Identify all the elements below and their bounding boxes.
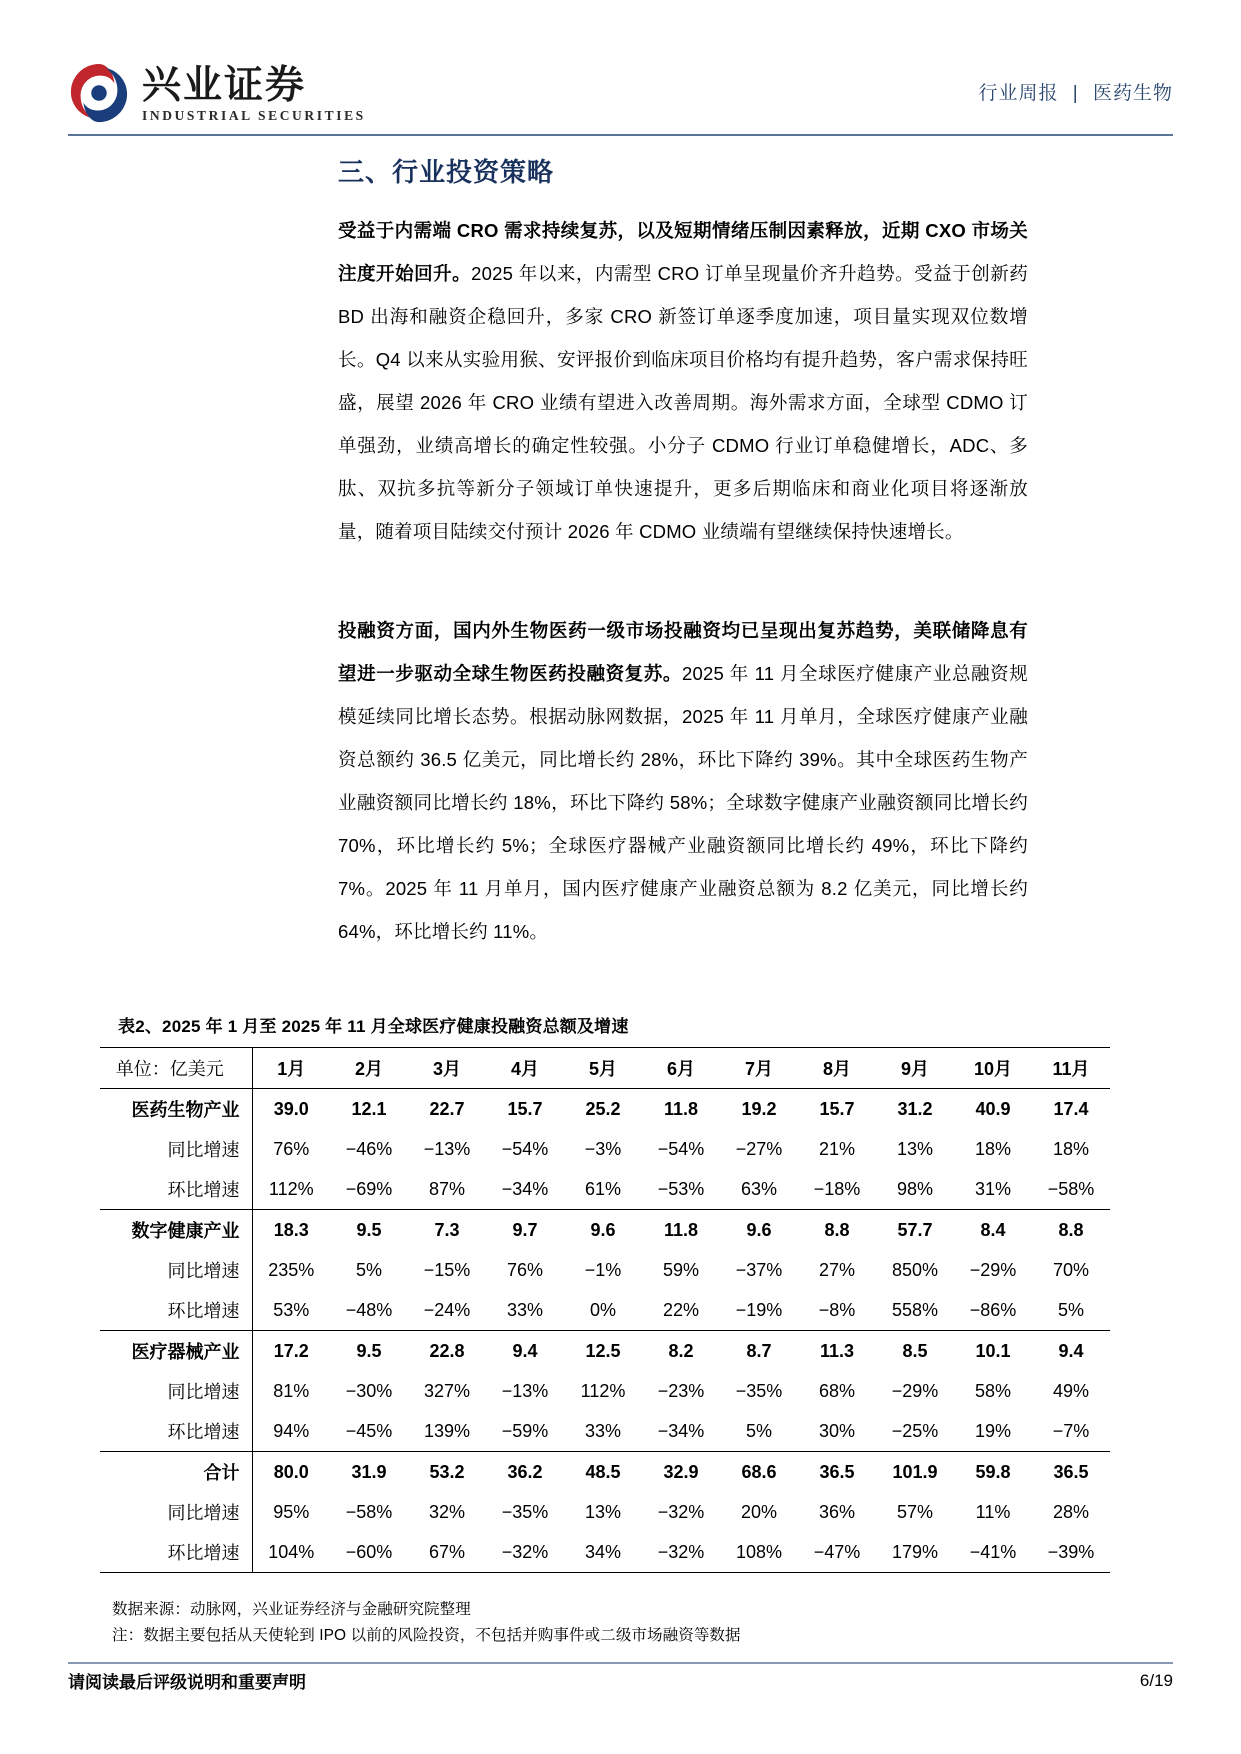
- cell-value: −19%: [735, 1299, 783, 1320]
- cell-value: 8.8: [798, 1210, 876, 1251]
- section-title: 三、行业投资策略: [338, 158, 555, 188]
- cell-value: 59%: [662, 1259, 700, 1280]
- cell-value: 9.6: [564, 1210, 642, 1251]
- row-label: 医疗器械产业: [100, 1331, 252, 1372]
- cell-value: −1%: [584, 1259, 622, 1280]
- col-header-month: 1月: [252, 1048, 330, 1089]
- row-label-yoy: 同比增速: [100, 1371, 252, 1411]
- cell-value: 179%: [876, 1532, 954, 1573]
- cell-value: 70%: [1052, 1259, 1090, 1280]
- data-source-note: 数据来源：动脉网，兴业证券经济与金融研究院整理: [112, 1601, 471, 1618]
- cell-value: −30%: [345, 1380, 393, 1401]
- col-header-month: 11月: [1032, 1048, 1110, 1089]
- paragraph-financing: [338, 609, 1028, 953]
- cell-value: −86%: [969, 1299, 1017, 1320]
- cell-value: 12.5: [564, 1331, 642, 1372]
- table-row: [100, 1411, 1110, 1452]
- cell-value: 81%: [273, 1380, 310, 1401]
- cell-value: 11%: [975, 1501, 1011, 1522]
- cell-value: −48%: [345, 1299, 393, 1320]
- cell-value: −35%: [735, 1380, 783, 1401]
- cell-value: 76%: [273, 1138, 310, 1159]
- report-type: 行业周报: [978, 82, 1059, 104]
- page-header: [68, 52, 1173, 134]
- table-row: [100, 1290, 1110, 1331]
- table-row: [100, 1492, 1110, 1532]
- logo-swirl-icon: [68, 62, 130, 124]
- table-group-pharma: [100, 1089, 1110, 1210]
- cell-value: 22.7: [408, 1089, 486, 1130]
- financing-table: [100, 1047, 1110, 1573]
- table-group-digital-health: [100, 1210, 1110, 1331]
- cell-value: 32.9: [642, 1452, 720, 1493]
- cell-value: −60%: [330, 1532, 408, 1573]
- cell-value: 40.9: [954, 1089, 1032, 1130]
- cell-value: 53%: [273, 1299, 310, 1320]
- cell-value: −3%: [584, 1138, 622, 1159]
- cell-value: 850%: [891, 1259, 939, 1280]
- cell-value: 33%: [584, 1420, 622, 1441]
- cell-value: 19%: [974, 1420, 1012, 1441]
- industry-name: 医药生物: [1092, 82, 1173, 104]
- row-label-mom: 环比增速: [100, 1169, 252, 1210]
- cell-value: 30%: [818, 1420, 856, 1441]
- col-header-month: 7月: [720, 1048, 798, 1089]
- cell-value: 94%: [273, 1420, 310, 1441]
- cell-value: −23%: [657, 1380, 705, 1401]
- cell-value: −53%: [657, 1178, 705, 1199]
- cell-value: 57.7: [876, 1210, 954, 1251]
- cell-value: 33%: [506, 1299, 544, 1320]
- row-label: 数字健康产业: [100, 1210, 252, 1251]
- methodology-note: 注：数据主要包括从天使轮到 IPO 以前的风险投资，不包括并购事件或二级市场融资等数据: [112, 1627, 741, 1644]
- cell-value: 558%: [891, 1299, 939, 1320]
- financing-table-block: [100, 1012, 1110, 1573]
- row-label-mom: 环比增速: [100, 1532, 252, 1573]
- col-header-month: 4月: [486, 1048, 564, 1089]
- cell-value: −8%: [818, 1299, 856, 1320]
- cell-value: −34%: [657, 1420, 705, 1441]
- cell-value: −41%: [954, 1532, 1032, 1573]
- cell-value: 18.3: [252, 1210, 330, 1251]
- row-label: 医药生物产业: [100, 1089, 252, 1130]
- cell-value: 8.7: [720, 1331, 798, 1372]
- col-header-month: 9月: [876, 1048, 954, 1089]
- cell-value: 61%: [584, 1178, 622, 1199]
- cell-value: 80.0: [252, 1452, 330, 1493]
- row-label-mom: 环比增速: [100, 1411, 252, 1452]
- table-row: [100, 1331, 1110, 1372]
- cell-value: 139%: [423, 1420, 471, 1441]
- paragraph2-body: 2025 年 11 月全球医疗健康产业总融资规模延续同比增长态势。根据动脉网数据，2025 年 11 月单月，全球医疗健康产业融资总额约 36.5 亿美元，同比增长约 28%，环比下降约 39%。其中全球医药生物产业融资额同比增长约 18%，环比下降约 58%；全球数字健康产业融资额同比增长约 70%，环比增长约 5%；全球医疗器械产业融资额同比增长约 49%，环比下降约 7%。2025 年 11 月单月，国内医疗健康产业融资总额为 8.2 亿美元，同比增长约 64%，环比增长约 11%。: [338, 663, 1028, 942]
- table-notes: [112, 1597, 1122, 1649]
- footer-disclaimer: 请阅读最后评级说明和重要声明: [68, 1673, 306, 1692]
- cell-value: 31.9: [330, 1452, 408, 1493]
- row-label-yoy: 同比增速: [100, 1492, 252, 1532]
- cell-value: 63%: [740, 1178, 778, 1199]
- paragraph2-lead: 投融资方面，国内外生物医药一级市场投融资均已呈现出复苏趋势，美联储降息有望进一步驱动全球生物医药投融资复苏。: [338, 620, 1028, 684]
- cell-value: −34%: [501, 1178, 549, 1199]
- cell-value: 98%: [896, 1178, 934, 1199]
- cell-value: 10.1: [954, 1331, 1032, 1372]
- cell-value: 21%: [818, 1138, 856, 1159]
- header-separator: |: [1072, 82, 1079, 104]
- cell-value: 235%: [268, 1259, 315, 1280]
- cell-value: 11.8: [642, 1089, 720, 1130]
- cell-value: −32%: [486, 1532, 564, 1573]
- col-header-month: 2月: [330, 1048, 408, 1089]
- cell-value: 8.8: [1032, 1210, 1110, 1251]
- cell-value: 5%: [1057, 1299, 1084, 1320]
- cell-value: −54%: [657, 1138, 705, 1159]
- main-content: [338, 152, 1028, 963]
- cell-value: 0%: [589, 1299, 616, 1320]
- cell-value: 5%: [355, 1259, 382, 1280]
- cell-value: 5%: [745, 1420, 772, 1441]
- cell-value: 9.7: [486, 1210, 564, 1251]
- cell-value: −25%: [891, 1420, 939, 1441]
- table-row: [100, 1129, 1110, 1169]
- cell-value: 9.4: [1032, 1331, 1110, 1372]
- cell-value: 112%: [268, 1178, 314, 1199]
- cell-value: 17.4: [1032, 1089, 1110, 1130]
- table-group-medical-device: [100, 1331, 1110, 1452]
- table-row: [100, 1532, 1110, 1573]
- cell-value: 12.1: [330, 1089, 408, 1130]
- cell-value: 9.5: [330, 1210, 408, 1251]
- cell-value: −39%: [1032, 1532, 1110, 1573]
- cell-value: 28%: [1052, 1501, 1090, 1522]
- cell-value: 8.4: [954, 1210, 1032, 1251]
- col-header-month: 6月: [642, 1048, 720, 1089]
- table-row: [100, 1089, 1110, 1130]
- cell-value: 27%: [818, 1259, 856, 1280]
- cell-value: 53.2: [408, 1452, 486, 1493]
- cell-value: 11.8: [642, 1210, 720, 1251]
- cell-value: 36.5: [798, 1452, 876, 1493]
- cell-value: −15%: [423, 1259, 471, 1280]
- cell-value: −47%: [798, 1532, 876, 1573]
- cell-value: −29%: [891, 1380, 939, 1401]
- cell-value: 36%: [818, 1501, 856, 1522]
- cell-value: 18%: [1052, 1138, 1090, 1159]
- table-header-row: [100, 1048, 1110, 1089]
- brand-name-en: INDUSTRIAL SECURITIES: [142, 107, 366, 123]
- cell-value: 31%: [974, 1178, 1012, 1199]
- header-report-label: [978, 78, 1173, 109]
- cell-value: 68%: [818, 1380, 856, 1401]
- company-logo: [68, 62, 366, 124]
- cell-value: −27%: [735, 1138, 783, 1159]
- cell-value: −58%: [345, 1501, 393, 1522]
- table-unit-header: 单位：亿美元: [100, 1048, 252, 1089]
- cell-value: 57%: [896, 1501, 934, 1522]
- row-label-mom: 环比增速: [100, 1290, 252, 1331]
- cell-value: −13%: [501, 1380, 549, 1401]
- cell-value: −32%: [657, 1501, 705, 1522]
- cell-value: −18%: [813, 1178, 861, 1199]
- cell-value: −37%: [735, 1259, 783, 1280]
- cell-value: 15.7: [798, 1089, 876, 1130]
- table-row: [100, 1250, 1110, 1290]
- cell-value: 7.3: [408, 1210, 486, 1251]
- cell-value: 101.9: [876, 1452, 954, 1493]
- table-row: [100, 1169, 1110, 1210]
- cell-value: −45%: [345, 1420, 393, 1441]
- cell-value: 13%: [584, 1501, 622, 1522]
- row-label: 合计: [100, 1452, 252, 1493]
- cell-value: −32%: [642, 1532, 720, 1573]
- brand-name-cn: 兴业证券: [142, 62, 307, 108]
- cell-value: 112%: [580, 1380, 626, 1401]
- cell-value: 32%: [428, 1501, 466, 1522]
- cell-value: 34%: [564, 1532, 642, 1573]
- cell-value: 68.6: [720, 1452, 798, 1493]
- cell-value: 20%: [740, 1501, 778, 1522]
- cell-value: −58%: [1047, 1178, 1095, 1199]
- table-head: [100, 1048, 1110, 1089]
- footer-divider: [68, 1662, 1173, 1664]
- cell-value: 19.2: [720, 1089, 798, 1130]
- table-caption: 表2、2025 年 1 月至 2025 年 11 月全球医疗健康投融资总额及增速: [118, 1017, 629, 1036]
- cell-value: 25.2: [564, 1089, 642, 1130]
- cell-value: 48.5: [564, 1452, 642, 1493]
- cell-value: 8.5: [876, 1331, 954, 1372]
- page-footer: [68, 1668, 1173, 1693]
- cell-value: 11.3: [798, 1331, 876, 1372]
- cell-value: 95%: [273, 1501, 310, 1522]
- col-header-month: 10月: [954, 1048, 1032, 1089]
- cell-value: 76%: [506, 1259, 544, 1280]
- col-header-month: 8月: [798, 1048, 876, 1089]
- cell-value: 108%: [720, 1532, 798, 1573]
- row-label-yoy: 同比增速: [100, 1129, 252, 1169]
- cell-value: 59.8: [954, 1452, 1032, 1493]
- cell-value: 327%: [423, 1380, 471, 1401]
- col-header-month: 5月: [564, 1048, 642, 1089]
- cell-value: 39.0: [252, 1089, 330, 1130]
- table-row: [100, 1371, 1110, 1411]
- paragraph1-lead: 受益于内需端 CRO 需求持续复苏，以及短期情绪压制因素释放，近期 CXO 市场关注度开始回升。: [338, 220, 1028, 284]
- cell-value: 9.5: [330, 1331, 408, 1372]
- cell-value: 15.7: [486, 1089, 564, 1130]
- cell-value: 17.2: [252, 1331, 330, 1372]
- cell-value: 18%: [974, 1138, 1012, 1159]
- cell-value: −54%: [501, 1138, 549, 1159]
- cell-value: 22.8: [408, 1331, 486, 1372]
- col-header-month: 3月: [408, 1048, 486, 1089]
- cell-value: 87%: [428, 1178, 466, 1199]
- cell-value: 104%: [252, 1532, 330, 1573]
- cell-value: 22%: [662, 1299, 700, 1320]
- cell-value: 67%: [408, 1532, 486, 1573]
- cell-value: 8.2: [642, 1331, 720, 1372]
- paragraph-investment-strategy: [338, 209, 1028, 553]
- cell-value: −24%: [423, 1299, 471, 1320]
- cell-value: −35%: [501, 1501, 549, 1522]
- cell-value: −29%: [969, 1259, 1017, 1280]
- cell-value: 36.5: [1032, 1452, 1110, 1493]
- cell-value: 13%: [896, 1138, 934, 1159]
- cell-value: 36.2: [486, 1452, 564, 1493]
- paragraph-spacer: [338, 563, 1028, 609]
- cell-value: 58%: [974, 1380, 1012, 1401]
- cell-value: 49%: [1052, 1380, 1090, 1401]
- table-row: [100, 1452, 1110, 1493]
- cell-value: −13%: [423, 1138, 471, 1159]
- cell-value: −46%: [345, 1138, 393, 1159]
- cell-value: 9.6: [720, 1210, 798, 1251]
- row-label-yoy: 同比增速: [100, 1250, 252, 1290]
- cell-value: −59%: [501, 1420, 549, 1441]
- cell-value: 9.4: [486, 1331, 564, 1372]
- header-divider: [68, 134, 1173, 136]
- cell-value: −69%: [345, 1178, 393, 1199]
- page-number: 6/19: [1139, 1670, 1173, 1690]
- cell-value: 31.2: [876, 1089, 954, 1130]
- paragraph1-body: 2025 年以来，内需型 CRO 订单呈现量价齐升趋势。受益于创新药 BD 出海和融资企稳回升，多家 CRO 新签订单逐季度加速，项目量实现双位数增长。Q4 以来从实验用猴、安评报价到临床项目价格均有提升趋势，客户需求保持旺盛，展望 2026 年 CRO 业绩有望进入改善周期。海外需求方面，全球型 CDMO 订单强劲，业绩高增长的确定性较强。小分子 CDMO 行业订单稳健增长，ADC、多肽、双抗多抗等新分子领域订单快速提升，更多后期临床和商业化项目将逐渐放量，随着项目陆续交付预计 2026 年 CDMO 业绩端有望继续保持快速增长。: [338, 263, 1028, 542]
- cell-value: −7%: [1052, 1420, 1090, 1441]
- table-row: [100, 1210, 1110, 1251]
- table-group-total: [100, 1452, 1110, 1573]
